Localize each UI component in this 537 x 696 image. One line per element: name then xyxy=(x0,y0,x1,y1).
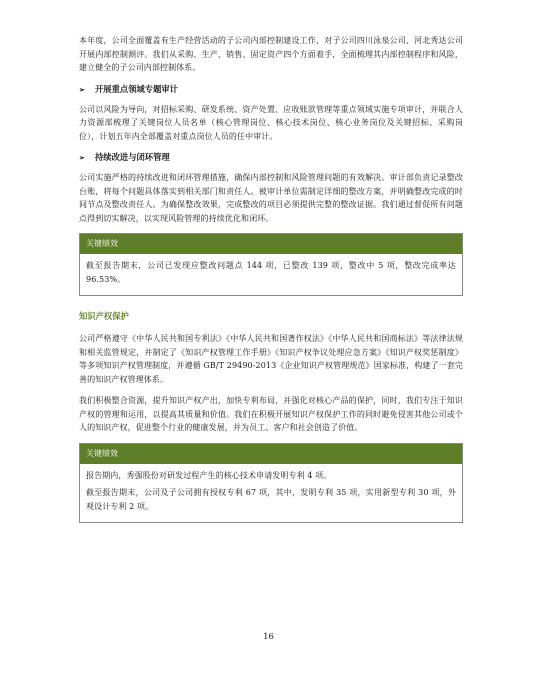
kpi-box-body xyxy=(80,254,462,295)
closed-loop-heading-text: 持续改进与闭环管理 xyxy=(95,152,170,162)
page-number: 16 xyxy=(263,632,274,642)
kpi-box-body xyxy=(80,464,462,523)
special-audit-heading xyxy=(79,83,463,96)
ip-paragraph-2: 我们积极整合资源，提升知识产权产出，加快专利布局，并强化对核心产品的保护，同时，我们专注于知识产权的管理和运用，以提高其质量和价值。我们在积极开展知识产权保护工作的同时避免侵害其他公司或个人的知识产权，促进整个行业的健康发展，并为员工、客户和社会创造了价值。 xyxy=(79,396,463,432)
ip-section-title: 知识产权保护 xyxy=(79,311,129,321)
kpi-ip-text-1: 报告期内，秀强股份对研发过程产生的核心技术申请发明专利 4 项。 xyxy=(86,470,332,480)
kpi-box-title: 关键绩效 xyxy=(80,444,462,464)
kpi-box-title: 关键绩效 xyxy=(80,234,462,254)
report-page xyxy=(79,34,463,533)
kpi-ip-text-2: 截至报告期末，公司及子公司拥有授权专利 67 项，其中，发明专利 35 项，实用新型专利 30 项，外观设计专利 2 项。 xyxy=(86,488,456,511)
special-audit-heading-text: 开展重点领域专题审计 xyxy=(95,83,178,94)
kpi-audit-text: 截至报告期末，公司已发现应整改问题点 144 项，已整改 139 项，整改中 5 项，整改完成率达 96.53%。 xyxy=(86,261,456,284)
arrow-bullet-icon: ➢ xyxy=(79,153,85,162)
intro-paragraph: 本年度，公司全面覆盖有生产经营活动的子公司内部控制建设工作，对子公司四川泳泉公司、河北秀达公司开展内部控制测评。我们从采购、生产、销售、固定资产四个方面着手，全面梳理其内部控制程序和风险，建立健全的子公司内部控制体系。 xyxy=(79,36,463,72)
closed-loop-heading xyxy=(79,151,463,164)
ip-paragraph-1: 公司严格遵守《中华人民共和国专利法》《中华人民共和国著作权法》《中华人民共和国商标法》等法律法规和相关监管规定，并制定了《知识产权管理工作手册》《知识产权争议处理应急方案》《知识产权奖惩制度》等多项知识产权管理制度，并遵循 GB/T 29490-2013《企业知识产权管理规范》国家标准，构建了一套完善的知识产权管理体系。 xyxy=(79,334,463,384)
kpi-box-audit xyxy=(79,233,463,296)
special-audit-paragraph: 公司以风险为导向，对招标采购、研发系统、资产处置、应收账款管理等重点领域实施专项审计，并联合人力资源部梳理了关键岗位人员名单（核心管理岗位、核心技术岗位、核心业务岗位及关键招标、采购岗位），计划五年内全部覆盖对重点岗位人员的任中审计。 xyxy=(79,104,463,141)
closed-loop-paragraph: 公司实施严格的持续改进和闭环管理措施，确保内部控制和风险管理问题的有效解决。审计部负责记录整改台账，将每个问题具体落实到相关部门和责任人。被审计单位需制定详细的整改方案，并明确整改完成的时间节点及整改责任人。为确保整改效果，完成整改的项目必须提供完整的整改证据。我们通过督促所有问题点得到切实解决，以实现风险管理的持续优化和闭环。 xyxy=(79,173,463,223)
kpi-box-ip xyxy=(79,443,463,524)
arrow-bullet-icon: ➢ xyxy=(79,84,85,94)
